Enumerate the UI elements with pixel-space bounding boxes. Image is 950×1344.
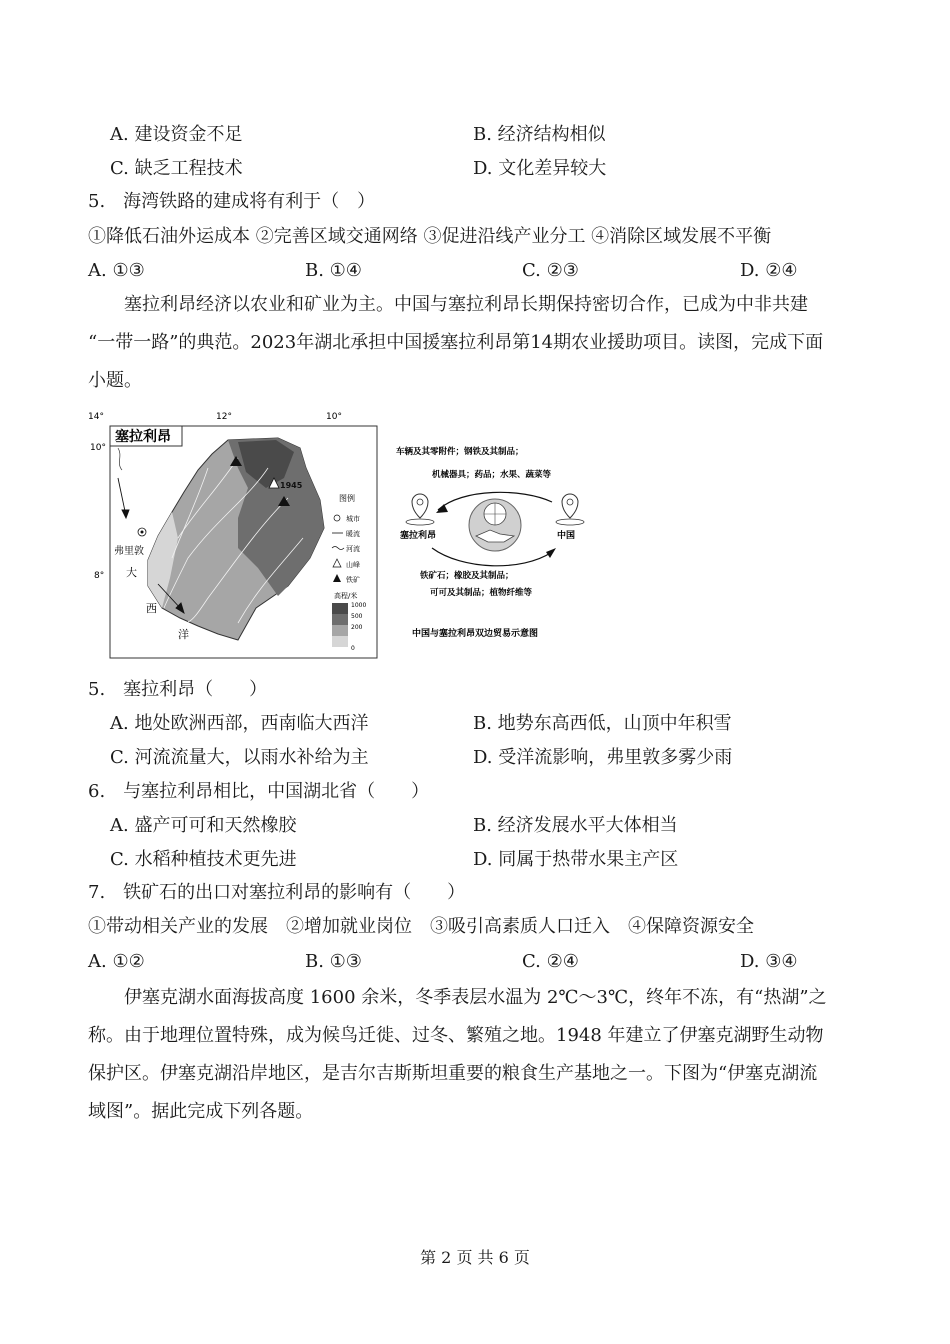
legend-elev-label: 500 (351, 613, 363, 620)
option-c: C. 河流流量大，以雨水补给为主 (110, 747, 369, 768)
longitude-label: 12° (216, 412, 232, 422)
option-a: A. 建设资金不足 (110, 124, 243, 145)
city-dot (141, 531, 144, 534)
legend-title: 图例 (339, 494, 355, 503)
legend-elev-swatch (332, 636, 348, 647)
paragraph-line: 塞拉利昂经济以农业和矿业为主。中国与塞拉利昂长期保持密切合作，已成为中非共建 (124, 294, 808, 315)
option-c: C. ②③ (522, 260, 579, 281)
option-d: D. ②④ (740, 260, 798, 281)
arrow-head (546, 548, 556, 558)
option-a: A. 地处欧洲西部，西南临大西洋 (110, 713, 369, 734)
legend-label: 山峰 (346, 561, 360, 569)
paragraph-line: 称。由于地理位置特殊，成为候鸟迁徙、过冬、繁殖之地。1948 年建立了伊塞克湖野生动物 (88, 1025, 824, 1046)
option-b: B. 经济发展水平大体相当 (473, 815, 678, 836)
paragraph-line: 保护区。伊塞克湖沿岸地区，是吉尔吉斯斯坦重要的粮食生产基地之一。下图为“伊塞克湖流 (88, 1063, 818, 1084)
option-d: D. ③④ (740, 951, 798, 972)
legend-label: 铁矿 (346, 576, 360, 584)
location-pin-icon (412, 494, 428, 518)
question-stem: 7. 铁矿石的出口对塞拉利昂的影响有（ ） (88, 882, 466, 903)
paragraph-line: “一带一路”的典范。2023年湖北承担中国援塞拉利昂第14期农业援助项目。读图，完成下面 (88, 332, 824, 353)
question-stem: 5. 海湾铁路的建成将有利于（ ） (88, 191, 376, 212)
ocean-label: 西 (146, 602, 157, 615)
trade-exports-line: 机械器具；药品；水果、蔬菜等 (432, 470, 552, 480)
option-b: B. ①④ (305, 260, 362, 281)
option-a: A. ①③ (88, 260, 145, 281)
question-items: ①带动相关产业的发展 ②增加就业岗位 ③吸引高素质人口迁入 ④保障资源安全 (88, 916, 754, 937)
trade-exports-line: 车辆及其零附件；钢铁及其制品； (396, 447, 524, 457)
legend-city-icon (334, 515, 340, 521)
option-c: C. ②④ (522, 951, 579, 972)
legend-elev-swatch (332, 625, 348, 636)
paragraph-line: 小题。 (88, 370, 142, 391)
latitude-label: 8° (94, 571, 105, 581)
intro-paragraph (88, 979, 860, 1131)
location-pin-icon (562, 494, 578, 518)
option-a: A. ①② (88, 951, 145, 972)
country-label: 塞拉利昂 (400, 531, 437, 541)
paragraph-line: 伊塞克湖水面海拔高度 1600 余米，冬季表层水温为 2℃～3℃，终年不冻，有“热湖”之 (124, 987, 827, 1008)
legend-elev-label: 1000 (351, 602, 367, 609)
pin-base (556, 519, 584, 525)
question-stem: 5. 塞拉利昂（ ） (88, 679, 268, 700)
legend-label: 暖流 (346, 530, 360, 538)
option-d: D. 同属于热带水果主产区 (473, 849, 679, 870)
question-stem: 6. 与塞拉利昂相比，中国湖北省（ ） (88, 781, 430, 802)
map-title: 塞拉利昂 (115, 429, 171, 445)
option-b: B. ①③ (305, 951, 362, 972)
question-items: ①降低石油外运成本 ②完善区域交通网络 ③促进沿线产业分工 ④消除区域发展不平衡 (88, 226, 772, 247)
longitude-label: 10° (326, 412, 342, 422)
ocean-label: 大 (126, 566, 137, 579)
latitude-label: 10° (90, 443, 106, 453)
legend-label: 河流 (346, 545, 360, 553)
trade-imports-line: 铁矿石；橡胶及其制品； (420, 571, 514, 581)
page-footer: 第 2 页 共 6 页 (420, 1248, 530, 1267)
trade-diagram-caption: 中国与塞拉利昂双边贸易示意图 (412, 629, 539, 639)
legend-elev-swatch (332, 603, 348, 614)
pin-base (406, 519, 434, 525)
country-label: 中国 (557, 531, 576, 541)
legend-label: 城市 (346, 515, 360, 523)
trade-imports-line: 可可及其制品；植物纤维等 (430, 588, 533, 598)
option-d: D. 文化差异较大 (473, 158, 607, 179)
option-a: A. 盛产可可和天然橡胶 (110, 815, 297, 836)
sierra-leone-map (88, 408, 378, 660)
legend-elev-label: 0 (351, 645, 355, 652)
legend-elev-swatch (332, 614, 348, 625)
paragraph-line: 域图”。据此完成下列各题。 (88, 1101, 314, 1122)
trade-diagram (392, 440, 592, 645)
option-c: C. 缺乏工程技术 (110, 158, 243, 179)
peak-height-label: 1945 (280, 481, 303, 490)
intro-paragraph (88, 286, 860, 400)
option-d: D. 受洋流影响，弗里敦多雾少雨 (473, 747, 733, 768)
legend-elev-label: 200 (351, 624, 363, 631)
city-label: 弗里敦 (114, 546, 144, 557)
option-b: B. 地势东高西低，山顶中年积雪 (473, 713, 732, 734)
option-b: B. 经济结构相似 (473, 124, 606, 145)
longitude-label: 14° (88, 412, 104, 422)
ocean-label: 洋 (178, 628, 189, 641)
legend-elevation-title: 高程/米 (334, 592, 358, 600)
arrow-head (436, 504, 448, 513)
option-c: C. 水稻种植技术更先进 (110, 849, 297, 870)
